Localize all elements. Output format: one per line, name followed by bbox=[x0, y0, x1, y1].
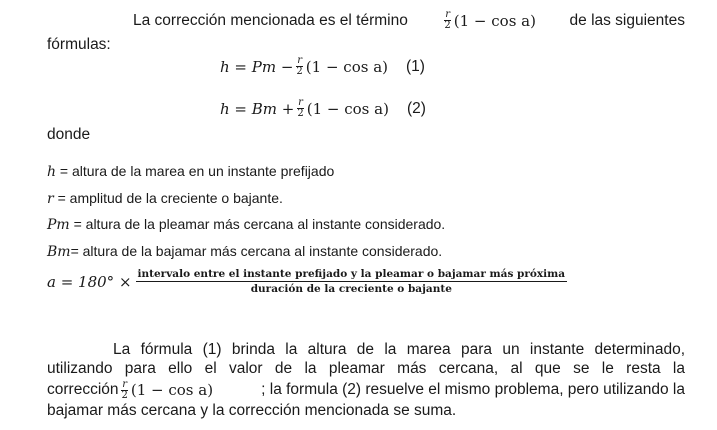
definition-r bbox=[47, 190, 283, 207]
paragraph-line-3-before: corrección bbox=[47, 381, 119, 398]
intro-correction-term bbox=[441, 10, 536, 31]
intro-line-2: fórmulas: bbox=[47, 36, 111, 53]
paragraph-line-4: bajamar más cercana y la corrección mencionada se suma. bbox=[47, 402, 457, 419]
paragraph-line-3 bbox=[47, 379, 685, 401]
angle-lhs: a = 180° × bbox=[47, 272, 132, 291]
definition-text: = altura de la bajamar más cercana al instante considerado. bbox=[70, 243, 443, 259]
fraction-numerator: r bbox=[445, 9, 450, 20]
angle-formula bbox=[47, 268, 567, 295]
intro-correction-fraction bbox=[443, 10, 451, 31]
angle-numerator: intervalo entre el instante prefijado y la pleamar o bajamar más próxima bbox=[136, 268, 568, 282]
definition-h bbox=[47, 163, 334, 180]
definition-text: = altura de la marea en un instante prefijado bbox=[56, 163, 335, 179]
definition-text: = altura de la pleamar más cercana al instante considerado. bbox=[69, 216, 446, 232]
intro-line-1 bbox=[133, 10, 685, 31]
formula-tag: (1) bbox=[406, 57, 425, 75]
fraction-denominator: 2 bbox=[444, 20, 451, 31]
paragraph-correction-group bbox=[47, 379, 213, 401]
paragraph-line-1-text: La fórmula (1) brinda la altura de la marea para un instante determinado, bbox=[113, 341, 685, 358]
donde-label: donde bbox=[47, 126, 91, 143]
paragraph-line-2: utilizando para ello el valor de la pleamar más cercana, al que se le resta la bbox=[47, 360, 685, 377]
angle-fraction bbox=[136, 268, 568, 295]
fraction-numerator: r bbox=[298, 97, 303, 108]
formula-2 bbox=[220, 98, 426, 119]
paragraph-correction-fraction bbox=[121, 380, 129, 401]
formula-lhs: h = Bm + bbox=[220, 99, 295, 118]
fraction-denominator: 2 bbox=[296, 66, 303, 77]
correction-tail: (1 − cos a) bbox=[453, 11, 536, 30]
closing-paragraph bbox=[47, 339, 685, 422]
formula-fraction bbox=[295, 56, 303, 77]
definition-text: = amplitud de la creciente o bajante. bbox=[53, 190, 283, 206]
formula-1 bbox=[220, 56, 425, 77]
definition-symbol: Pm bbox=[47, 217, 70, 233]
intro-text-before: La corrección mencionada es el término bbox=[133, 11, 408, 29]
formula-lhs: h = Pm − bbox=[220, 57, 294, 76]
paragraph-correction-tail: (1 − cos a) bbox=[130, 381, 214, 399]
fraction-numerator: r bbox=[122, 378, 128, 390]
fraction-numerator: r bbox=[297, 55, 302, 66]
fraction-denominator: 2 bbox=[121, 389, 128, 401]
formula-rhs: (1 − cos a) bbox=[306, 99, 389, 118]
formula-fraction bbox=[296, 98, 304, 119]
definition-symbol: Bm bbox=[47, 244, 71, 260]
formula-tag: (2) bbox=[406, 99, 426, 117]
definition-pm bbox=[47, 216, 445, 233]
paragraph-line-3-after: ; la formula (2) resuelve el mismo problema, pero utilizando la bbox=[261, 381, 685, 398]
definition-symbol: r bbox=[47, 191, 54, 207]
formula-rhs: (1 − cos a) bbox=[305, 57, 388, 76]
angle-denominator: duración de la creciente o bajante bbox=[250, 283, 452, 296]
definition-symbol: h bbox=[47, 164, 57, 180]
fraction-denominator: 2 bbox=[297, 108, 304, 119]
definition-bm bbox=[47, 243, 442, 260]
intro-text-after: de las siguientes bbox=[569, 11, 685, 29]
